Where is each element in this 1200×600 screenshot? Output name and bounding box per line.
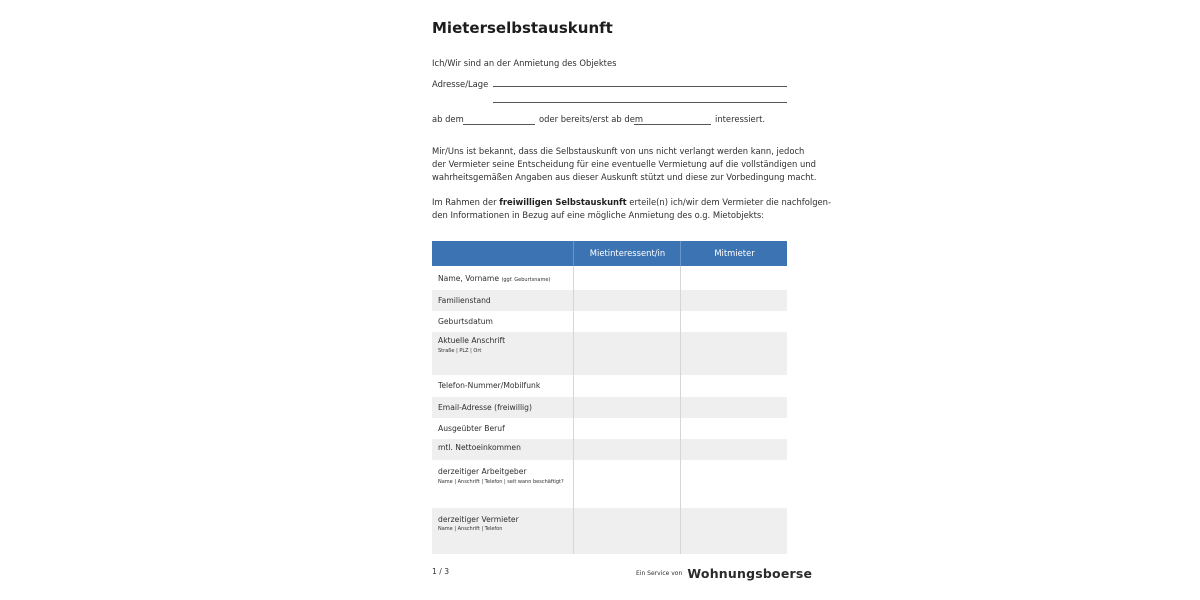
service-label: Ein Service von: [636, 570, 683, 577]
header-applicant: Mietinteressent/in: [573, 241, 681, 266]
page-number: 1 / 3: [432, 567, 450, 576]
row-label: Email-Adresse (freiwillig): [438, 403, 532, 412]
row-label: Familienstand: [438, 296, 491, 305]
row-label-text: Name, Vorname: [438, 274, 500, 283]
address-label: Adresse/Lage: [432, 79, 489, 89]
brand-logo: Wohnungsboerse: [687, 566, 813, 581]
address-line-2[interactable]: [493, 102, 787, 103]
row-label: Geburtsdatum: [438, 317, 493, 326]
table-row[interactable]: [432, 311, 787, 332]
intro-text: Ich/Wir sind an der Anmietung des Objektes: [432, 58, 617, 68]
row-label: Telefon-Nummer/Mobilfunk: [438, 381, 541, 390]
alt-date-line[interactable]: [634, 124, 711, 125]
table-row[interactable]: [432, 508, 787, 554]
table-row[interactable]: [432, 266, 787, 290]
table-row[interactable]: [432, 375, 787, 397]
consent-bold: freiwilligen Selbstauskunft: [499, 197, 627, 207]
from-label: ab dem: [432, 114, 464, 124]
interested-label: interessiert.: [715, 114, 766, 124]
column-divider: [573, 266, 574, 554]
disclaimer-line-3: wahrheitsgemäßen Angaben aus dieser Auskunft stützt und diese zur Vorbedingung macht.: [432, 172, 817, 182]
row-label: mtl. Nettoeinkommen: [438, 443, 521, 452]
footer-brand: [636, 563, 812, 582]
consent-line-2: den Informationen in Bezug auf eine mögliche Anmietung des o.g. Mietobjekts:: [432, 210, 765, 220]
consent-paragraph: [432, 196, 831, 222]
table-row[interactable]: [432, 439, 787, 460]
row-sublabel: Name | Anschrift | Telefon | seit wann beschäftigt?: [438, 479, 564, 485]
disclaimer-line-2: der Vermieter seine Entscheidung für eine eventuelle Vermietung auf die vollständigen und: [432, 159, 816, 169]
table-row[interactable]: [432, 397, 787, 418]
table-row[interactable]: [432, 418, 787, 439]
row-sublabel: Name | Anschrift | Telefon: [438, 526, 503, 532]
consent-prefix: Im Rahmen der: [432, 197, 500, 207]
table-row[interactable]: [432, 460, 787, 508]
from-date-line[interactable]: [463, 124, 535, 125]
row-sublabel: Straße | PLZ | Ort: [438, 348, 482, 354]
table-header: [432, 241, 787, 266]
or-label: oder bereits/erst ab dem: [539, 114, 644, 124]
document-title: Mieterselbstauskunft: [432, 19, 613, 37]
table-row[interactable]: [432, 332, 787, 375]
row-note: (ggf. Geburtsname): [501, 277, 551, 283]
row-label: Aktuelle Anschrift: [438, 336, 506, 345]
consent-line-1: [432, 196, 831, 209]
disclaimer-line-1: Mir/Uns ist bekannt, dass die Selbstauskunft von uns nicht verlangt werden kann, jedoch: [432, 146, 805, 156]
address-line-1[interactable]: [493, 86, 787, 87]
table-row[interactable]: [432, 290, 787, 311]
disclaimer-paragraph: [432, 145, 817, 184]
row-label: [438, 274, 550, 283]
row-label: derzeitiger Arbeitgeber: [438, 467, 527, 476]
document-page: [432, 0, 831, 600]
info-table: [432, 241, 787, 554]
row-label: Ausgeübter Beruf: [438, 424, 505, 433]
row-label: derzeitiger Vermieter: [438, 515, 519, 524]
consent-suffix: erteile(n) ich/wir dem Vermieter die nachfolgen-: [626, 197, 831, 207]
column-divider: [680, 266, 681, 554]
header-empty: [432, 241, 573, 266]
header-comover: Mitmieter: [680, 241, 788, 266]
